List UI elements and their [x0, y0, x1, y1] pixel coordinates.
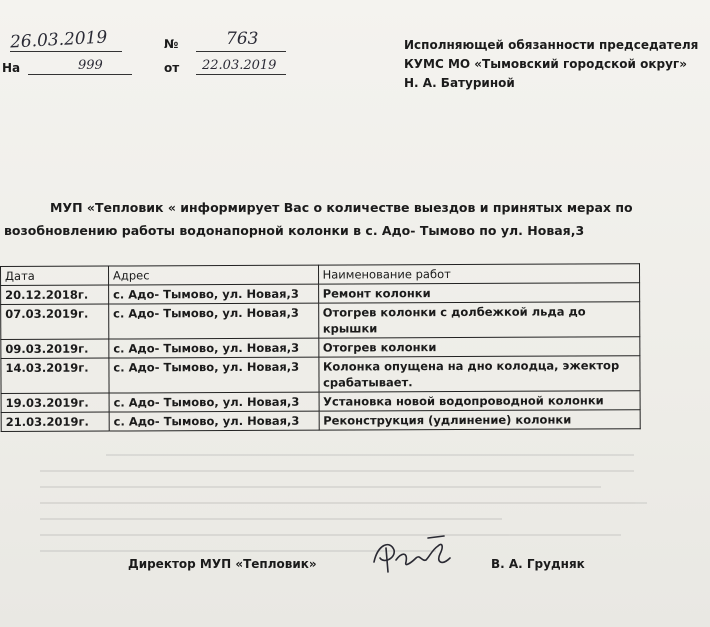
addressee-line-2: КУМС МО «Тымовский городской округ»	[404, 57, 687, 71]
intro-paragraph	[4, 196, 664, 242]
outgoing-number: 763	[226, 29, 259, 49]
cell-date: 09.03.2019г.	[1, 339, 109, 358]
cell-work: Отогрев колонки	[318, 337, 640, 357]
cell-address: с. Адо- Тымово, ул. Новая,3	[109, 284, 319, 304]
header-date: Дата	[1, 266, 109, 285]
reply-prefix: На	[2, 61, 21, 75]
cell-address: с. Адо- Тымово, ул. Новая,3	[109, 338, 319, 358]
table-row	[1, 410, 640, 432]
signatory-name: В. А. Грудняк	[491, 557, 585, 571]
intro-line-2: возобновлению работы водонапорной колонки в с. Адо- Тымово по ул. Новая,3	[4, 223, 585, 238]
outgoing-date-field	[9, 27, 122, 53]
reply-date: 22.03.2019	[202, 58, 277, 73]
intro-line-1: МУП «Тепловик « информирует Вас о количестве выездов и принятых мерах по	[50, 200, 633, 215]
cell-work: Ремонт колонки	[318, 283, 640, 303]
reply-number-field	[28, 58, 132, 75]
works-table	[0, 263, 641, 432]
addressee-line-1: Исполняющей обязанности председателя	[404, 38, 699, 52]
header-address: Адрес	[108, 265, 318, 285]
reply-number: 999	[78, 58, 103, 73]
cell-work: Установка новой водопроводной колонки	[319, 391, 641, 411]
cell-work: Реконструкция (удлинение) колонки	[319, 410, 641, 430]
cell-work: Отогрев колонки с долбежкой льда до крышки	[318, 302, 640, 338]
cell-address: с. Адо- Тымово, ул. Новая,3	[109, 411, 319, 431]
addressee-block	[404, 36, 698, 93]
cell-date: 14.03.2019г.	[1, 358, 109, 393]
table-row	[1, 302, 640, 340]
number-label: №	[164, 37, 179, 51]
header-work: Наименование работ	[318, 264, 640, 284]
cell-date: 21.03.2019г.	[1, 412, 109, 431]
from-label: от	[164, 61, 180, 75]
outgoing-number-field	[196, 29, 286, 52]
bleed-through-text	[40, 440, 700, 620]
cell-date: 19.03.2019г.	[1, 393, 109, 412]
outgoing-date: 26.03.2019	[9, 27, 108, 53]
reply-date-field	[196, 58, 286, 75]
signature-image	[368, 532, 464, 578]
cell-address: с. Адо- Тымово, ул. Новая,3	[109, 357, 319, 393]
table-row	[1, 356, 640, 394]
signatory-position: Директор МУП «Тепловик»	[128, 557, 317, 571]
addressee-line-3: Н. А. Батуриной	[404, 76, 515, 90]
cell-address: с. Адо- Тымово, ул. Новая,3	[109, 303, 319, 339]
cell-date: 20.12.2018г.	[1, 285, 109, 304]
cell-work: Колонка опущена на дно колодца, эжектор срабатывает.	[318, 356, 640, 392]
cell-date: 07.03.2019г.	[1, 304, 109, 339]
cell-address: с. Адо- Тымово, ул. Новая,3	[109, 392, 319, 412]
